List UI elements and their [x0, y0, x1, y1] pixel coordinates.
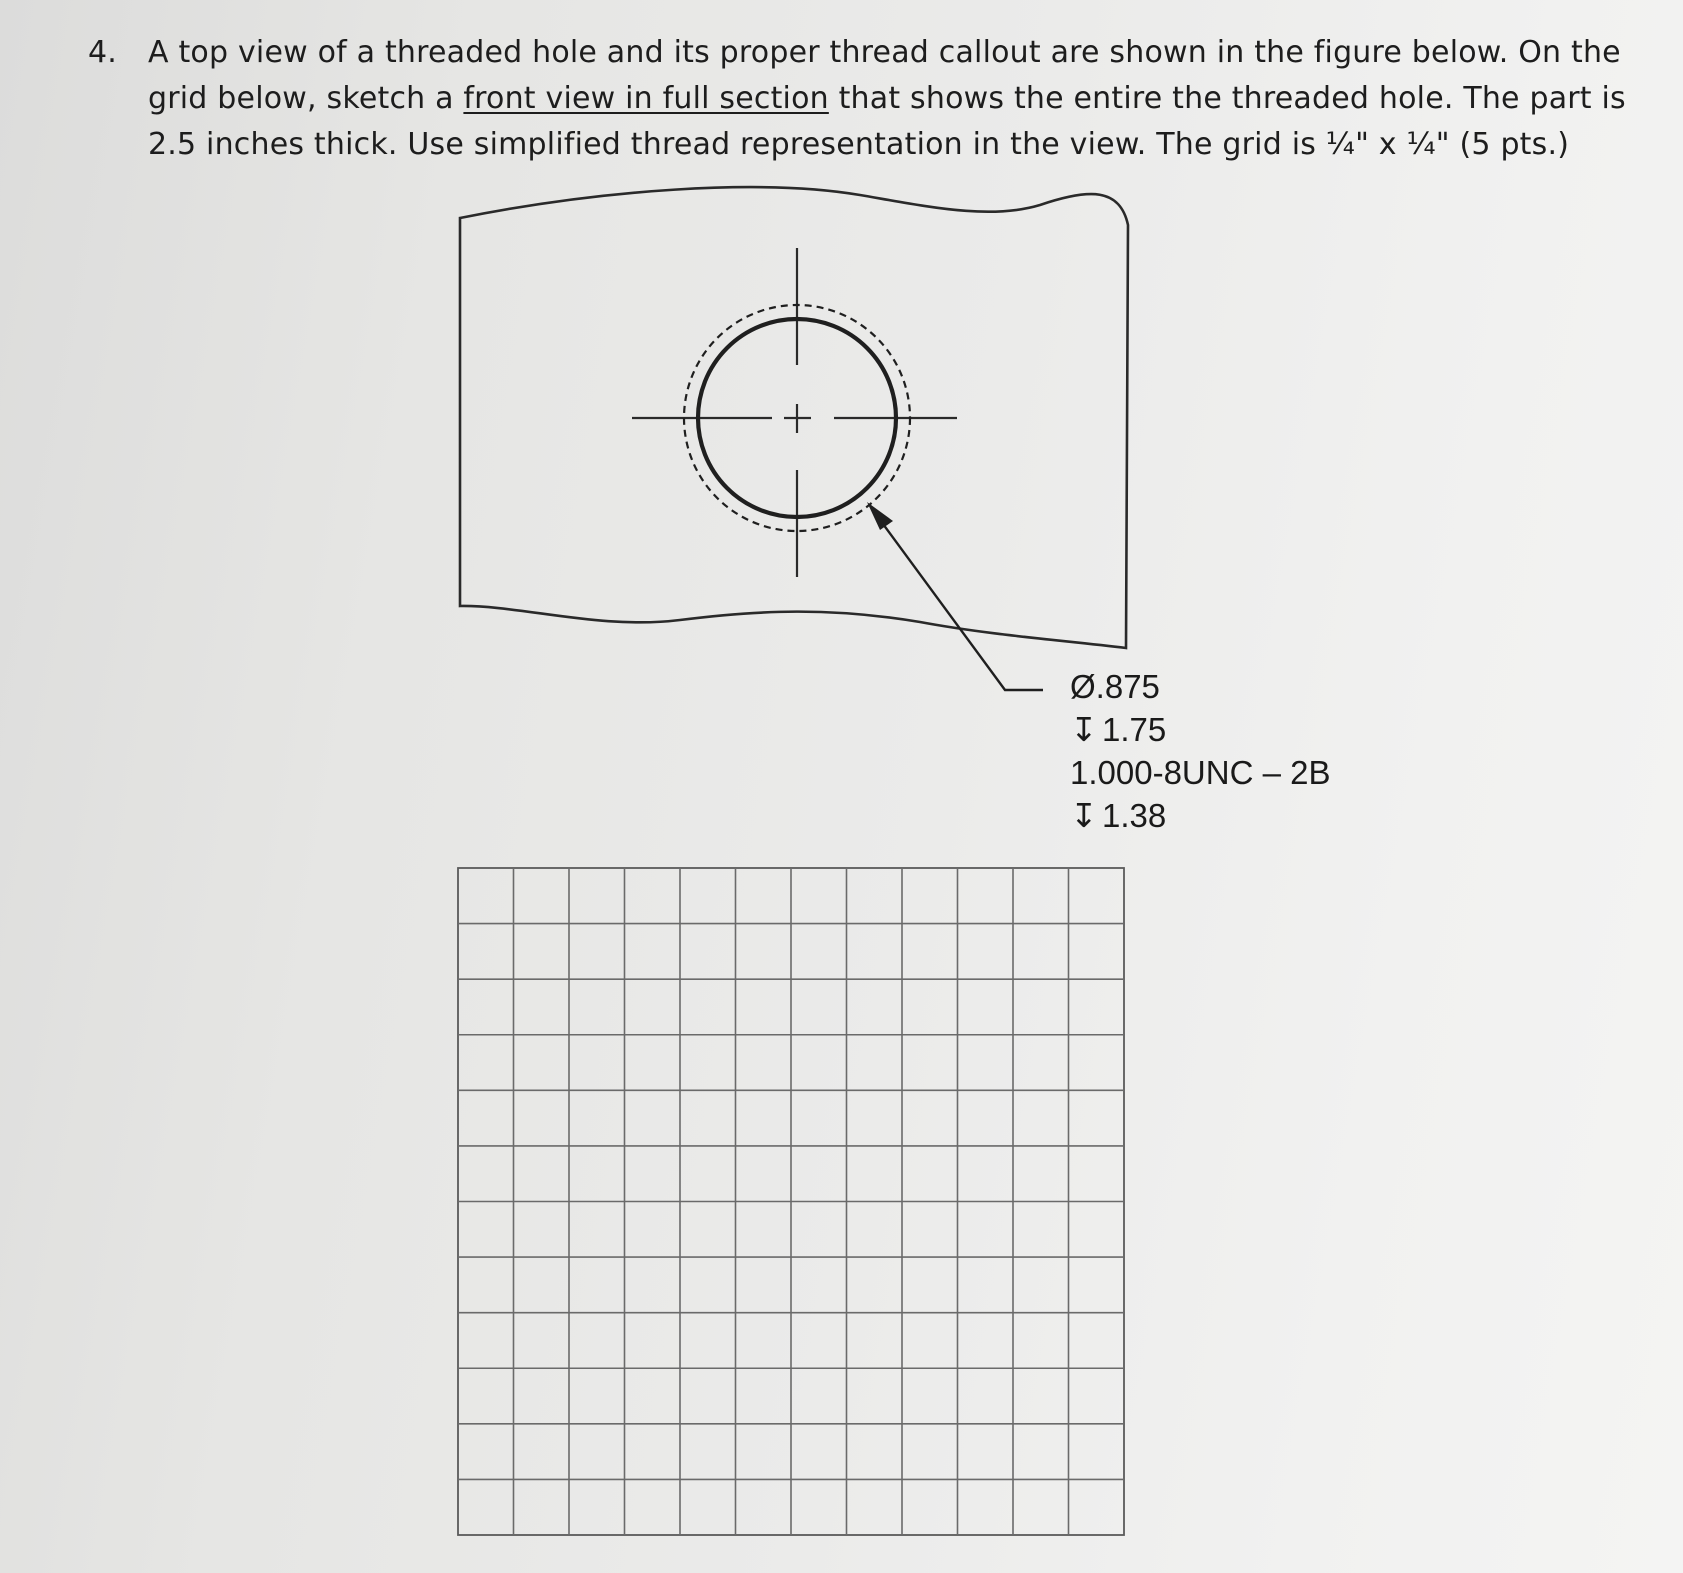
thread-callout	[1070, 665, 1330, 837]
question-number: 4.	[88, 35, 118, 70]
grid-lines	[458, 868, 1124, 1535]
callout-thread-spec: 1.000-8UNC – 2B	[1070, 754, 1331, 791]
callout-thread-depth-line	[1070, 794, 1330, 837]
callout-thread-depth: 1.38	[1102, 797, 1167, 834]
question-underlined-phrase: front view in full section	[463, 81, 829, 116]
leader-arrowhead	[867, 502, 893, 530]
question-text-part-2: that shows the entire the threaded hole. The part is 2.5 inches thick. Use simplified thread representation in the view. The grid is ¼" x ¼" (5 pts.)	[148, 81, 1626, 162]
centerlines	[632, 248, 957, 577]
callout-drill-depth: 1.75	[1102, 711, 1167, 748]
callout-diameter: Ø.875	[1070, 668, 1160, 705]
leader-line	[872, 509, 1043, 690]
depth-icon: ↧	[1070, 711, 1098, 748]
depth-icon: ↧	[1070, 797, 1098, 834]
question-text-part-1: A top view of a threaded hole and its proper thread callout are shown in the figure below. On the grid below, sketch a	[148, 35, 1621, 116]
callout-drill-depth-line	[1070, 708, 1330, 751]
